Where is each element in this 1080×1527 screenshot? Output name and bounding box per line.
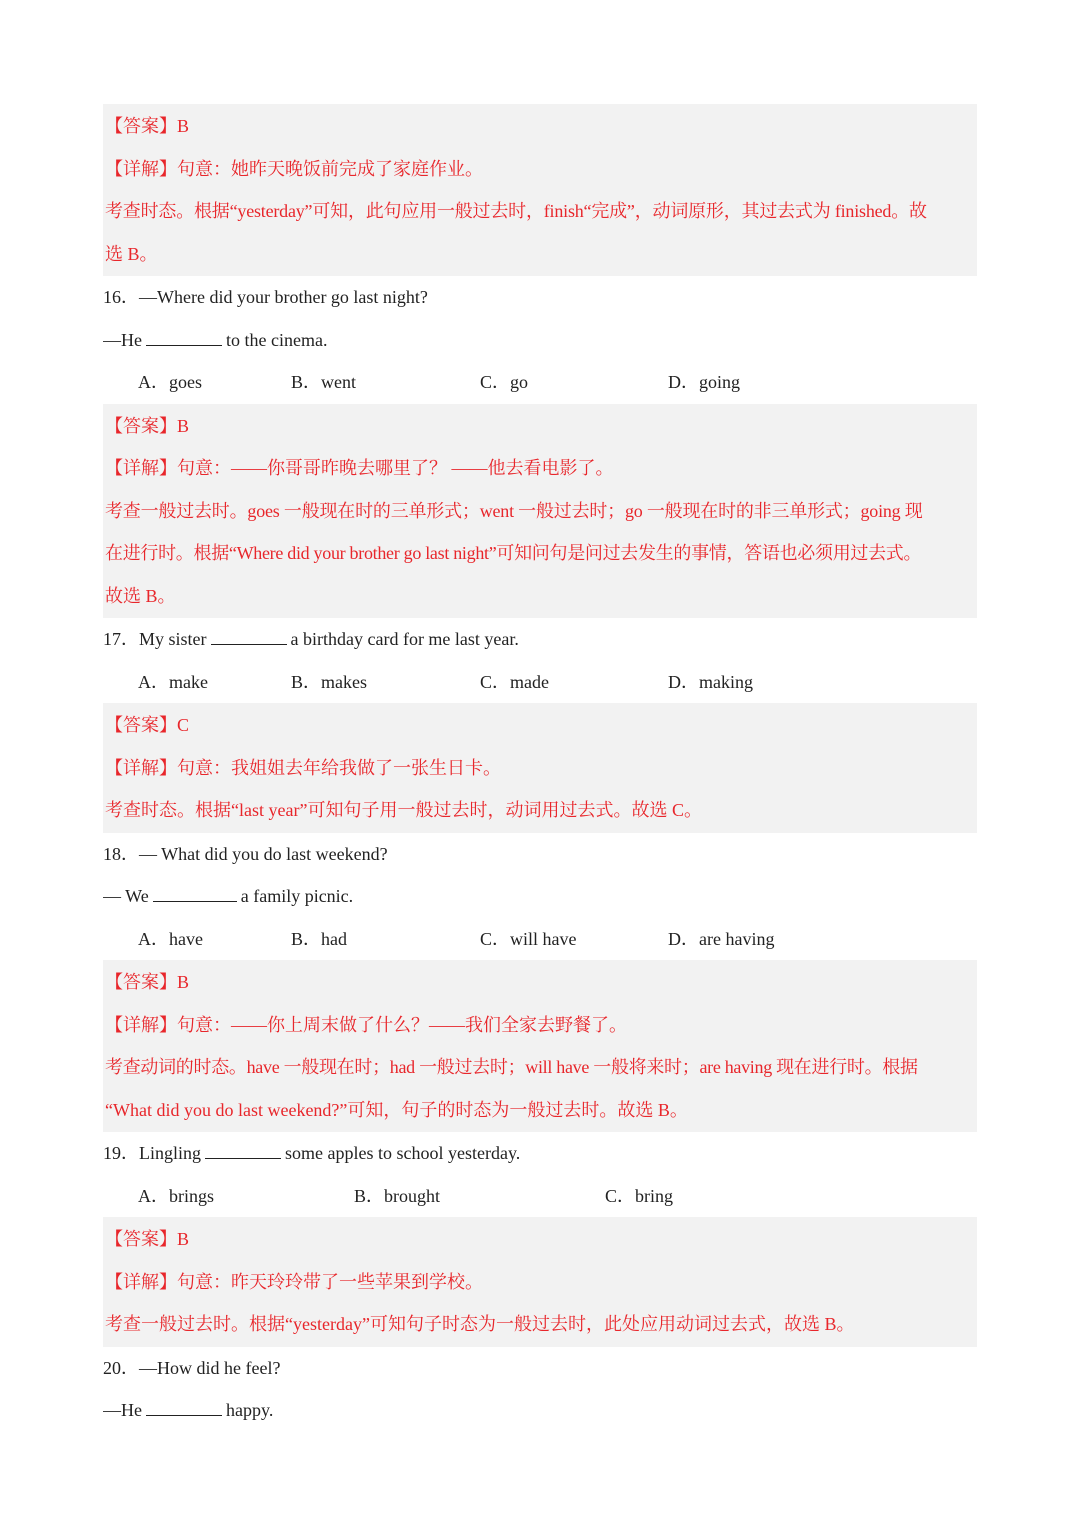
question-text: 17．My sister bbox=[103, 629, 207, 649]
explanation-line: 【详解】句意：她昨天晚饭前完成了家庭作业。 bbox=[105, 158, 483, 179]
question-20-response bbox=[103, 1389, 977, 1432]
question-16-stem: 16．—Where did your brother go last night? bbox=[103, 287, 428, 307]
option-d[interactable]: D．going bbox=[668, 372, 740, 392]
response-rest: happy. bbox=[226, 1400, 274, 1420]
response-speaker: — We bbox=[103, 886, 149, 906]
question-19-stem bbox=[103, 1132, 977, 1175]
document-content bbox=[103, 104, 977, 1432]
explanation-line: 考查一般过去时。goes 一般现在时的三单形式；went 一般过去时；go 一般现在时的非三单形式；going 现 bbox=[105, 500, 923, 521]
option-b[interactable]: B．went bbox=[291, 372, 356, 392]
question-20-stem: 20．—How did he feel? bbox=[103, 1357, 281, 1378]
question-18-response bbox=[103, 875, 977, 918]
explanation-line: 考查时态。根据“last year”可知句子用一般过去时，动词用过去式。故选 C。 bbox=[105, 800, 702, 820]
answer-blank[interactable] bbox=[153, 879, 237, 902]
explanation-line: 故选 B。 bbox=[105, 585, 176, 606]
answer-label: 【答案】C bbox=[105, 715, 190, 735]
option-a[interactable]: A．brings bbox=[138, 1185, 214, 1206]
answer-block-19 bbox=[103, 1217, 977, 1347]
question-text: 19．Lingling bbox=[103, 1143, 201, 1163]
explanation-line: 【详解】句意：昨天玲玲带了一些苹果到学校。 bbox=[105, 1271, 483, 1292]
answer-label: 【答案】B bbox=[105, 972, 190, 992]
response-rest: to the cinema. bbox=[226, 329, 328, 350]
question-18-stem: 18．— What did you do last weekend? bbox=[103, 843, 388, 864]
explanation-line: 【详解】句意：——你哥哥昨晚去哪里了？ ——他去看电影了。 bbox=[105, 458, 614, 478]
answer-label: 【答案】B bbox=[105, 1229, 190, 1249]
option-b[interactable]: B．makes bbox=[291, 671, 367, 692]
option-d[interactable]: D．making bbox=[668, 671, 753, 692]
response-speaker: —He bbox=[103, 329, 142, 350]
option-b[interactable]: B．brought bbox=[354, 1185, 441, 1206]
answer-label: 【答案】B bbox=[105, 116, 190, 136]
question-16-response bbox=[103, 319, 977, 362]
explanation-line: 【详解】句意：——你上周末做了什么？——我们全家去野餐了。 bbox=[105, 1014, 627, 1035]
answer-label: 【答案】B bbox=[105, 415, 190, 436]
question-text-rest: a birthday card for me last year. bbox=[290, 629, 519, 649]
answer-block-18 bbox=[103, 960, 977, 1132]
response-rest: a family picnic. bbox=[240, 886, 354, 906]
question-text-rest: some apples to school yesterday. bbox=[285, 1143, 521, 1163]
question-18-options bbox=[103, 918, 977, 961]
answer-block-15 bbox=[103, 104, 977, 276]
option-a[interactable]: A．have bbox=[138, 928, 203, 949]
option-a[interactable]: A．goes bbox=[138, 372, 202, 392]
explanation-line: 在进行时。根据“Where did your brother go last night”可知问句是问过去发生的事情，答语也必须用过去式。 bbox=[105, 543, 922, 563]
question-17-options bbox=[103, 661, 977, 704]
option-c[interactable]: C．bring bbox=[605, 1185, 674, 1206]
explanation-line: 考查动词的时态。have 一般现在时；had 一般过去时；will have 一般将来时；are having 现在进行时。根据 bbox=[105, 1057, 918, 1077]
option-c[interactable]: C．go bbox=[480, 372, 529, 392]
option-b[interactable]: B．had bbox=[291, 928, 347, 949]
answer-blank[interactable] bbox=[205, 1136, 281, 1159]
explanation-line: 考查一般过去时。根据“yesterday”可知句子时态为一般过去时，此处应用动词过去式，故选 B。 bbox=[105, 1314, 855, 1334]
option-c[interactable]: C．made bbox=[480, 671, 549, 692]
question-16-options bbox=[103, 361, 977, 404]
option-a[interactable]: A．make bbox=[138, 671, 208, 692]
explanation-line: 考查时态。根据“yesterday”可知，此句应用一般过去时，finish“完成”，动词原形，其过去式为 finished。故 bbox=[105, 201, 927, 221]
option-c[interactable]: C．will have bbox=[480, 928, 577, 949]
answer-blank[interactable] bbox=[211, 622, 287, 645]
explanation-line: 【详解】句意：我姐姐去年给我做了一张生日卡。 bbox=[105, 757, 501, 778]
response-speaker: —He bbox=[103, 1400, 142, 1420]
option-d[interactable]: D．are having bbox=[668, 928, 775, 949]
answer-block-17 bbox=[103, 703, 977, 833]
answer-blank[interactable] bbox=[146, 1393, 222, 1416]
explanation-line: “What did you do last weekend?”可知，句子的时态为一般过去时。故选 B。 bbox=[105, 1099, 688, 1120]
explanation-line: 选 B。 bbox=[105, 243, 158, 264]
answer-blank[interactable] bbox=[146, 323, 222, 346]
answer-block-16 bbox=[103, 404, 977, 619]
question-19-options bbox=[103, 1175, 977, 1218]
question-17-stem bbox=[103, 618, 977, 661]
